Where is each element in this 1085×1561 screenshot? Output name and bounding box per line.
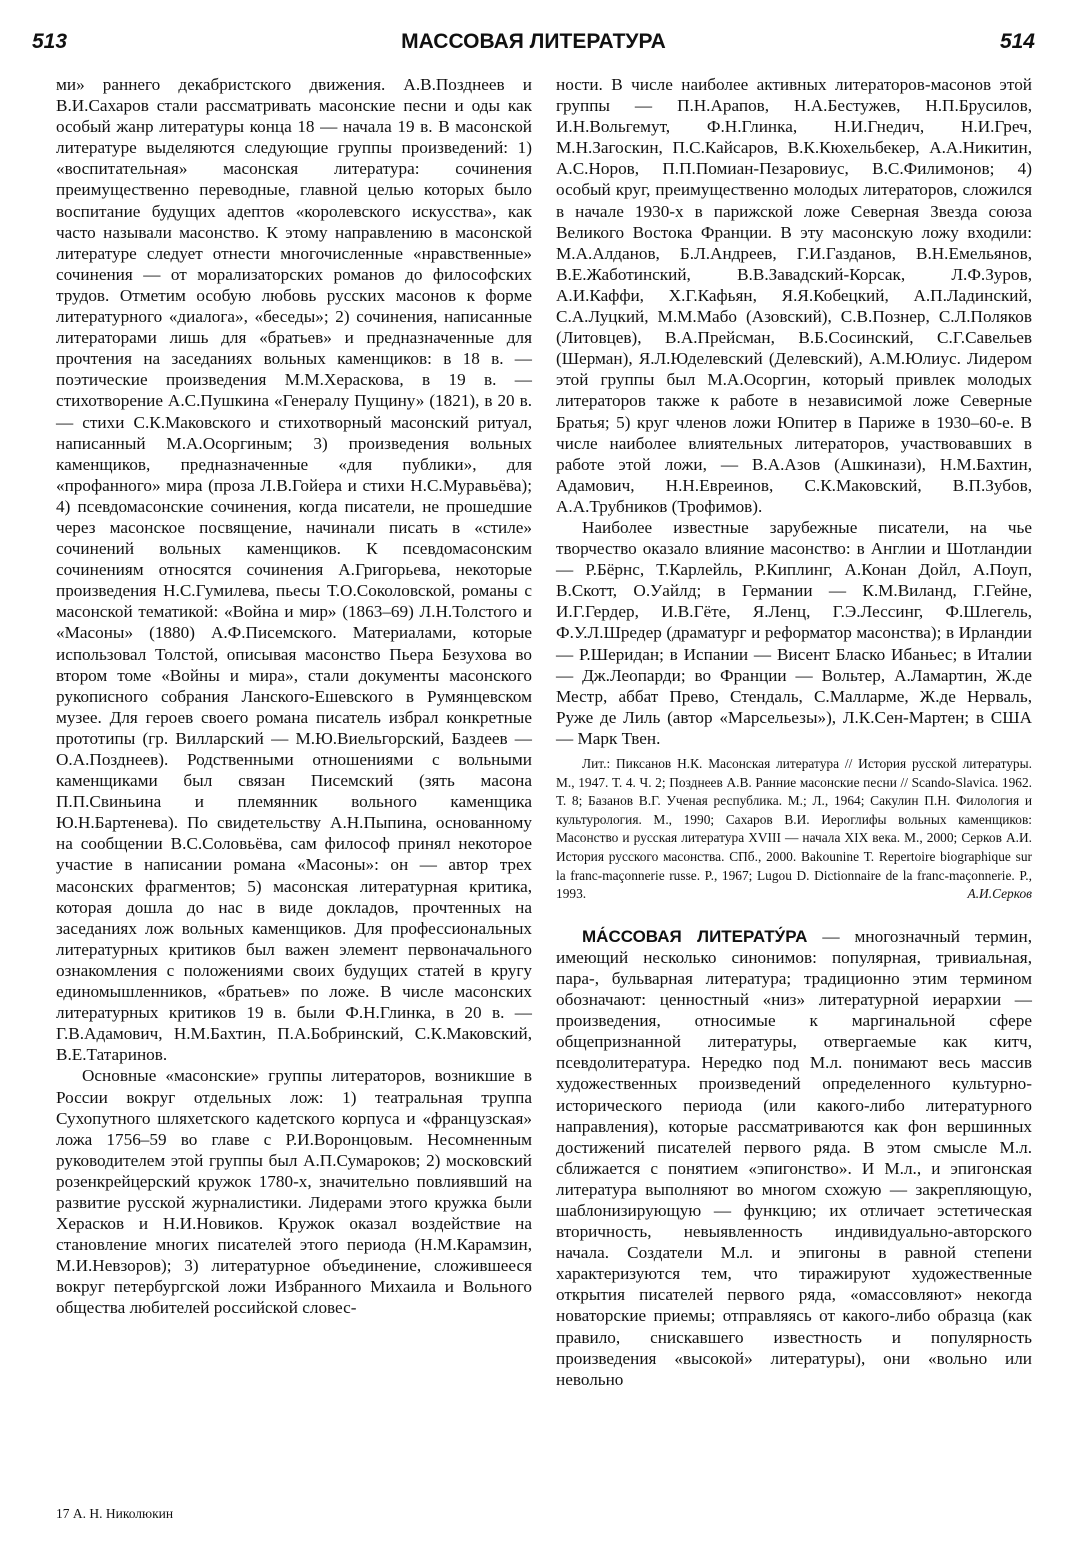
- page-header: [32, 30, 1035, 66]
- bibliography-label: Лит.:: [582, 756, 611, 771]
- page-number-right: 514: [999, 30, 1035, 53]
- entry-mass-literature: [556, 926, 1032, 1390]
- paragraph-foreign-writers: Наиболее известные зарубежные писатели, на чье творчество оказало влияние масонство: в Англии и Шотландии — Р.Бёрнс, Т.Карлейль, Р.Киплинг, А.Конан Дойл, А.Поуп, В.Скотт, О.Уайлд; в Германии — К.М.Виланд, Г.Гейне, И.Г.Гердер, И.В.Гёте, Я.Ленц, Г.Э.Лессинг, Ф.Шлегель, Ф.У.Л.Шредер (драматург и реформатор масонства); в Ирландии — Р.Шеридан; в Испании — Висент Бласко Ибаньес; в Италии — Дж.Леопарди; во Франции — Вольтер, А.Ламартин, Ж.де Местр, аббат Прево, Стендаль, С.Малларме, Ж.де Нерваль, Руже де Лиль (автор «Марсельезы»), Л.К.Сен-Мартен; в США — Марк Твен.: [556, 517, 1032, 748]
- bibliography-text: Пиксанов Н.К. Масонская литература // История русской литературы. М., 1947. Т. 4. Ч. 2; Позднеев А.В. Ранние масонские песни // Scando-Slavica. 1962. Т. 8; Базанов В.Г. Ученая республика. М.; Л., 1964; Сакулин П.Н. Филология и культурология. М., 1990; Сахаров В.И. Иероглифы вольных каменщиков: Масонство и русская литература XVIII — начала XIX века. М., 2000; Серков А.И. История русского масонства. СПб., 2000. Bakounine T. Repertoire biographique sur la franc-maçonnerie russe. P., 1967; Lugou D. Dictionnaire de la franc-maçonnerie. P., 1993.: [556, 756, 1032, 902]
- page-number-left: 513: [32, 30, 68, 53]
- page-footer: 17 А. Н. Николюкин: [56, 1506, 174, 1521]
- entry-body: — многозначный термин, имеющий несколько синонимов: популярная, тривиальная, пара-, бульварная литература; традиционно этим термином обозначают: ценностный «низ» литературной иерархии — произведения, относимые к маргинальной сфере общепризнанной литературы, отвергаемые как китч, псевдолитература. Нередко под М.л. понимают весь массив художественных произведений определенного культурно-исторического периода (или какого-либо литературного направления), которые рассматриваются как фон вершинных достижений писателей первого ряда. В этом смысле М.л. сближается с понятием «эпигонство». И М.л., и эпигонская литература выполняют во многом схожую — закрепляющую, шаблонизирующую — функцию; их отличает эстетическая вторичность, невыявленность индивидуально-авторского начала. Создатели М.л. и эпигоны в равной степени характеризуются тем, что тиражируют художественные открытия писателей первого ряда, «омассовляют» некогда новаторские приемы; отправляясь от какого-либо образца (как правило, снискавшего известность и популярность произведения «высокой» литературы), они «вольно или невольно: [556, 926, 1032, 1389]
- paragraph-masonic-literature-groups: ми» раннего декабристского движения. А.В.Позднеев и В.И.Сахаров стали рассматривать масонские песни и оды как особый жанр литературы конца 18 — начала 19 в. В масонской литературе выделяются следующие группы произведений: 1) «воспитательная» масонская литература: сочинения преимущественно переводные, главной целью которых было воспитание будущих адептов «королевского искусства», как часто называли масонство. К этому направлению в масонской литературе следует отнести многочисленные «нравственные» сочинения — от морализаторских романов до философских трудов. Отметим особую любовь русских масонов к форме литературного «диалога», «беседы»; 2) сочинения, написанные литераторами лишь для «братьев» и предназначенные для прочтения на заседаниях вольных каменщиков: в 18 в. — поэтические произведения М.М.Хераскова, в 19 в. — стихотворение А.С.Пушкина «Генералу Пущину» (1821), в 20 в. — стихи С.К.Маковского и стихотворный масонский ритуал, написанный М.А.Осоргиным; 3) произведения вольных каменщиков, предназначенные «для публики», для «профанного» мира (проза Л.В.Гойера и стихи Н.С.Муравьёва); 4) псевдомасонские сочинения, когда писатели, не прошедшие через масонское посвящение, начинали писать в «стиле» сочинений вольных каменщиков. К псевдомасонским сочинениям относятся сочинения А.Григорьева, некоторые произведения Н.С.Гумилева, пьесы Т.О.Соколовской, романы с масонской тематикой: «Война и мир» (1863–69) Л.Н.Толстого и «Масоны» (1880) А.Ф.Писемского. Материалами, которые использовал Толстой, описывая масонство Пьера Безухова во втором томе «Войны и мира», стали документы масонского рукописного собрания Ланского-Ешевского в Румянцевском музее. Для героев своего романа писатель избрал конкретные прототипы (гр. Вилларский — М.Ю.Виельгорский, Баздеев — О.А.Позднеев). Родственными отношениями с вольными каменщиками был связан Писемский (зять масона П.П.Свиньина и племянник вольного каменщика Ю.Н.Бартенева). По свидетельству А.Н.Пыпина, основанному на сообщении В.С.Соловьёва, сам философ принял некоторое участие в написании романа «Масоны»: он — автор трех масонских фрагментов; 5) масонская литературная критика, которая дошла до нас в виде докладов, прочтенных на заседаниях лож вольных каменщиков. Для профессиональных литературных критиков был важен элемент первоначального ознакомления с положениями своих будущих статей в кругу единомышленников, «братьев» по ложе. В числе масонских литературных критиков 19 в. были Ф.Н.Глинка, в 20 в. — Г.В.Адамович, Н.М.Бахтин, П.А.Бобринский, С.К.Маковский, В.Е.Татаринов.: [56, 75, 532, 1065]
- paragraph-masonic-circles-continued: ности. В числе наиболее активных литераторов-масонов этой группы — П.Н.Арапов, Н.А.Бестужев, Н.П.Брусилов, И.Н.Вольгемут, Ф.Н.Глинка, Н.И.Гнедич, Н.И.Греч, М.Н.Загоскин, П.С.Кайсаров, В.К.Кюхельбекер, А.А.Никитин, А.С.Норов, П.П.Помиан-Пезаровиус, В.С.Филимонов; 4) особый круг, преимущественно молодых литераторов, сложился в начале 1930-х в парижской ложе Северная Звезда союза Великого Востока Франции. В эту масонскую ложу входили: М.А.Алданов, Б.Л.Андреев, Г.И.Газданов, В.Н.Емельянов, В.Е.Жаботинский, В.В.Завадский-Корсак, Л.Ф.Зуров, А.И.Каффи, Х.Г.Кафьян, Я.Я.Кобецкий, А.П.Ладинский, С.А.Луцкий, М.М.Мабо (Азовский), С.В.Познер, С.Л.Поляков (Литовцев), В.А.Прейсман, В.Б.Сосинский, С.Г.Савельев (Шерман), Я.Л.Юделевский (Делевский), А.М.Юлиус. Лидером этой группы был М.А.Осоргин, который привлек молодых литераторов также к работе в независимой ложе Северные Братья; 5) круг членов ложи Юпитер в Париже в 1930–60-е. В числе наиболее влиятельных литераторов, участвовавших в работе этой ложи, — В.А.Азов (Ашкинази), Н.М.Бахтин, Адамович, Н.Н.Евреинов, С.К.Маковский, В.П.Зубов, А.А.Трубников (Трофимов).: [556, 75, 1032, 516]
- right-column: [556, 74, 1032, 1390]
- article-author: А.И.Серков: [967, 886, 1032, 902]
- entry-headword: МА́ССОВАЯ ЛИТЕРАТУ́РА: [582, 926, 808, 946]
- paragraph-masonic-circles: Основные «масонские» группы литераторов, возникшие в России вокруг отдельных лож: 1) театральная труппа Сухопутного шляхетского кадетского корпуса и «французская» ложа 1756–59 во главе с Р.И.Воронцовым. Несомненным руководителем этой группы был А.П.Сумароков; 2) московский розенкрейцерский кружок 1780-х, значительно повлиявший на развитие русской журналистики. Лидерами этого кружка были Херасков и Н.И.Новиков. Кружок оказал воздействие на становление многих писателей этого периода (Н.М.Карамзин, М.И.Невзоров); 3) литературное объединение, сложившееся вокруг петербургской ложи Избранного Михаила и Вольного общества любителей российской словес-: [56, 1066, 532, 1318]
- running-title: МАССОВАЯ ЛИТЕРАТУРА: [401, 30, 666, 53]
- bibliography: [556, 755, 1032, 904]
- left-column: [56, 74, 532, 1319]
